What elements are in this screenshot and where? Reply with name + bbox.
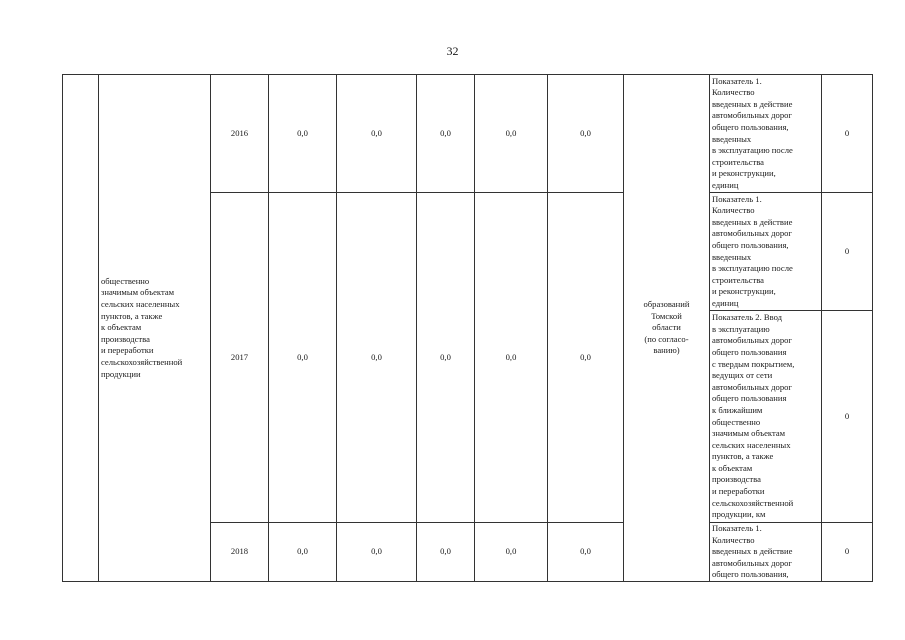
value-cell: 0,0 — [269, 193, 337, 523]
value-cell: 0,0 — [337, 193, 417, 523]
organization-cell: образований Томской области (по согласо- ванию) — [624, 75, 710, 582]
year-cell: 2017 — [211, 193, 269, 523]
value-cell: 0,0 — [417, 193, 475, 523]
value-cell: 0,0 — [269, 75, 337, 193]
table-row — [63, 75, 873, 193]
row-number-cell — [63, 75, 99, 582]
indicator-value: 0 — [822, 311, 873, 523]
value-cell: 0,0 — [548, 75, 624, 193]
year-cell: 2018 — [211, 523, 269, 582]
indicator-text: Показатель 2. Ввод в эксплуатацию автомобильных дорог общего пользования с твердым покрытием, ведущих от сети автомобильных дорог общего пользования к ближайшим общественно значимым объектам сельских населенных пунктов, а также к объектам производства и переработки сельскохозяйственной продукции, км — [710, 311, 822, 523]
value-cell: 0,0 — [548, 523, 624, 582]
value-cell: 0,0 — [475, 523, 548, 582]
value-cell: 0,0 — [475, 75, 548, 193]
indicator-text: Показатель 1. Количество введенных в действие автомобильных дорог общего пользования, введенных в эксплуатацию после строительства и реконструкции, единиц — [710, 75, 822, 193]
page-number: 32 — [446, 44, 459, 58]
value-cell: 0,0 — [417, 75, 475, 193]
indicator-value: 0 — [822, 193, 873, 311]
indicator-text: Показатель 1. Количество введенных в действие автомобильных дорог общего пользования, — [710, 523, 822, 582]
indicator-text: Показатель 1. Количество введенных в действие автомобильных дорог общего пользования, введенных в эксплуатацию после строительства и реконструкции, единиц — [710, 193, 822, 311]
indicator-value: 0 — [822, 75, 873, 193]
activity-description: общественно значимым объектам сельских населенных пунктов, а также к объектам производства и переработки сельскохозяйственной продукции — [99, 75, 211, 582]
program-table — [62, 74, 873, 582]
value-cell: 0,0 — [337, 523, 417, 582]
value-cell: 0,0 — [337, 75, 417, 193]
value-cell: 0,0 — [548, 193, 624, 523]
indicator-value: 0 — [822, 523, 873, 582]
value-cell: 0,0 — [475, 193, 548, 523]
year-cell: 2016 — [211, 75, 269, 193]
value-cell: 0,0 — [269, 523, 337, 582]
value-cell: 0,0 — [417, 523, 475, 582]
